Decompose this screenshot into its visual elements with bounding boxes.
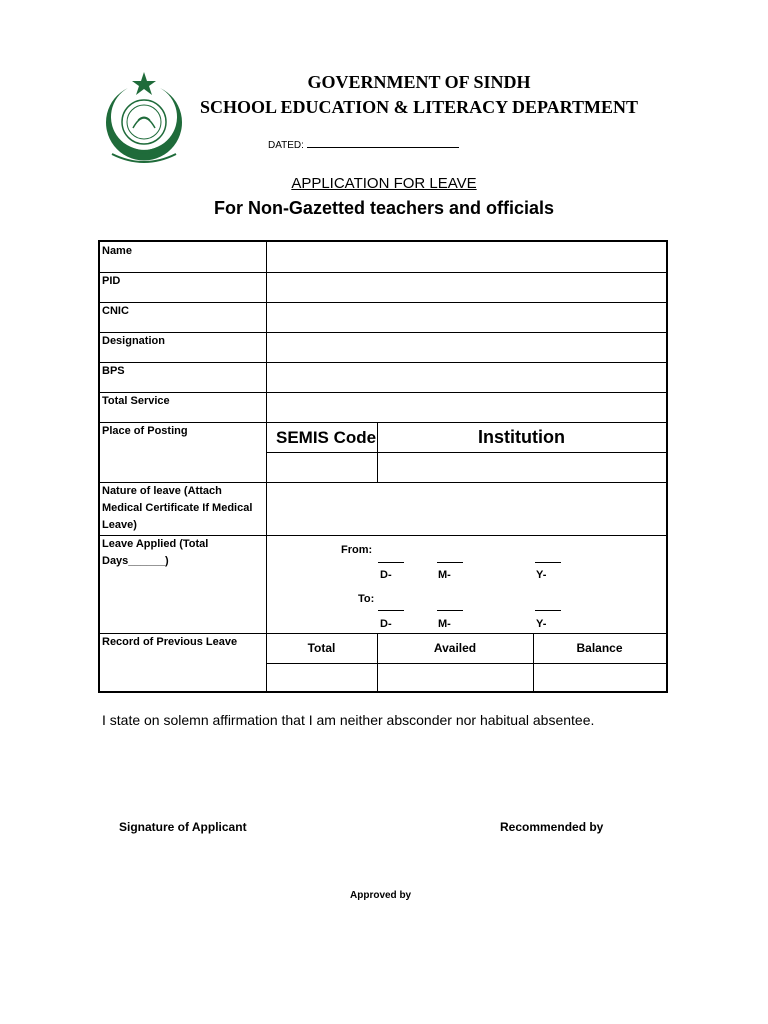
pid-label: PID xyxy=(102,275,121,287)
from-day-blank[interactable] xyxy=(378,561,404,563)
to-month-blank[interactable] xyxy=(437,609,463,611)
nature-of-leave-label: Nature of leave (Attach Medical Certificate If Medical Leave) xyxy=(102,485,253,531)
leave-form-table xyxy=(98,240,668,693)
application-title: APPLICATION FOR LEAVE xyxy=(291,175,477,192)
to-year-label: Y- xyxy=(536,618,547,630)
dated-field[interactable] xyxy=(268,138,459,151)
cnic-label: CNIC xyxy=(102,305,129,317)
from-label: From: xyxy=(341,544,373,556)
record-previous-leave-label: Record of Previous Leave xyxy=(102,636,238,648)
application-subtitle: For Non-Gazetted teachers and officials xyxy=(213,198,555,218)
government-title: GOVERNMENT OF SINDH xyxy=(307,72,531,92)
dated-line[interactable] xyxy=(307,138,459,148)
from-year-blank[interactable] xyxy=(535,561,561,563)
designation-label: Designation xyxy=(102,335,165,347)
to-day-blank[interactable] xyxy=(378,609,404,611)
semis-code-header: SEMIS Code xyxy=(276,428,377,447)
row-divider xyxy=(100,392,666,393)
row-divider xyxy=(266,452,666,453)
applicant-signature-label: Signature of Applicant xyxy=(119,820,247,834)
to-label: To: xyxy=(358,593,375,605)
institution-header: Institution xyxy=(478,427,565,447)
name-label: Name xyxy=(102,245,132,257)
bps-label: BPS xyxy=(102,365,125,377)
record-availed-header: Availed xyxy=(433,641,477,655)
affirmation-statement: I state on solemn affirmation that I am neither absconder nor habitual absentee. xyxy=(102,712,595,728)
row-divider xyxy=(100,302,666,303)
row-divider xyxy=(266,663,666,664)
from-year-label: Y- xyxy=(536,569,547,581)
total-service-label: Total Service xyxy=(102,395,170,407)
row-divider xyxy=(100,362,666,363)
to-day-label: D- xyxy=(380,618,392,630)
to-month-label: M- xyxy=(438,618,451,630)
dated-label: DATED: xyxy=(268,140,304,151)
place-of-posting-label: Place of Posting xyxy=(102,425,188,437)
leave-applied-label: Leave Applied (Total Days______) xyxy=(102,538,209,567)
from-month-label: M- xyxy=(438,569,451,581)
from-day-label: D- xyxy=(380,569,392,581)
label-divider xyxy=(266,242,267,693)
row-divider xyxy=(100,332,666,333)
record-balance-header: Balance xyxy=(576,641,623,655)
record-total-header: Total xyxy=(307,641,336,655)
from-month-blank[interactable] xyxy=(437,561,463,563)
row-divider xyxy=(100,272,666,273)
department-title: SCHOOL EDUCATION & LITERACY DEPARTMENT xyxy=(199,97,639,117)
approved-by-label: Approved by xyxy=(350,890,412,901)
posting-divider xyxy=(377,422,378,482)
to-year-blank[interactable] xyxy=(535,609,561,611)
recommended-by-label: Recommended by xyxy=(500,820,604,834)
